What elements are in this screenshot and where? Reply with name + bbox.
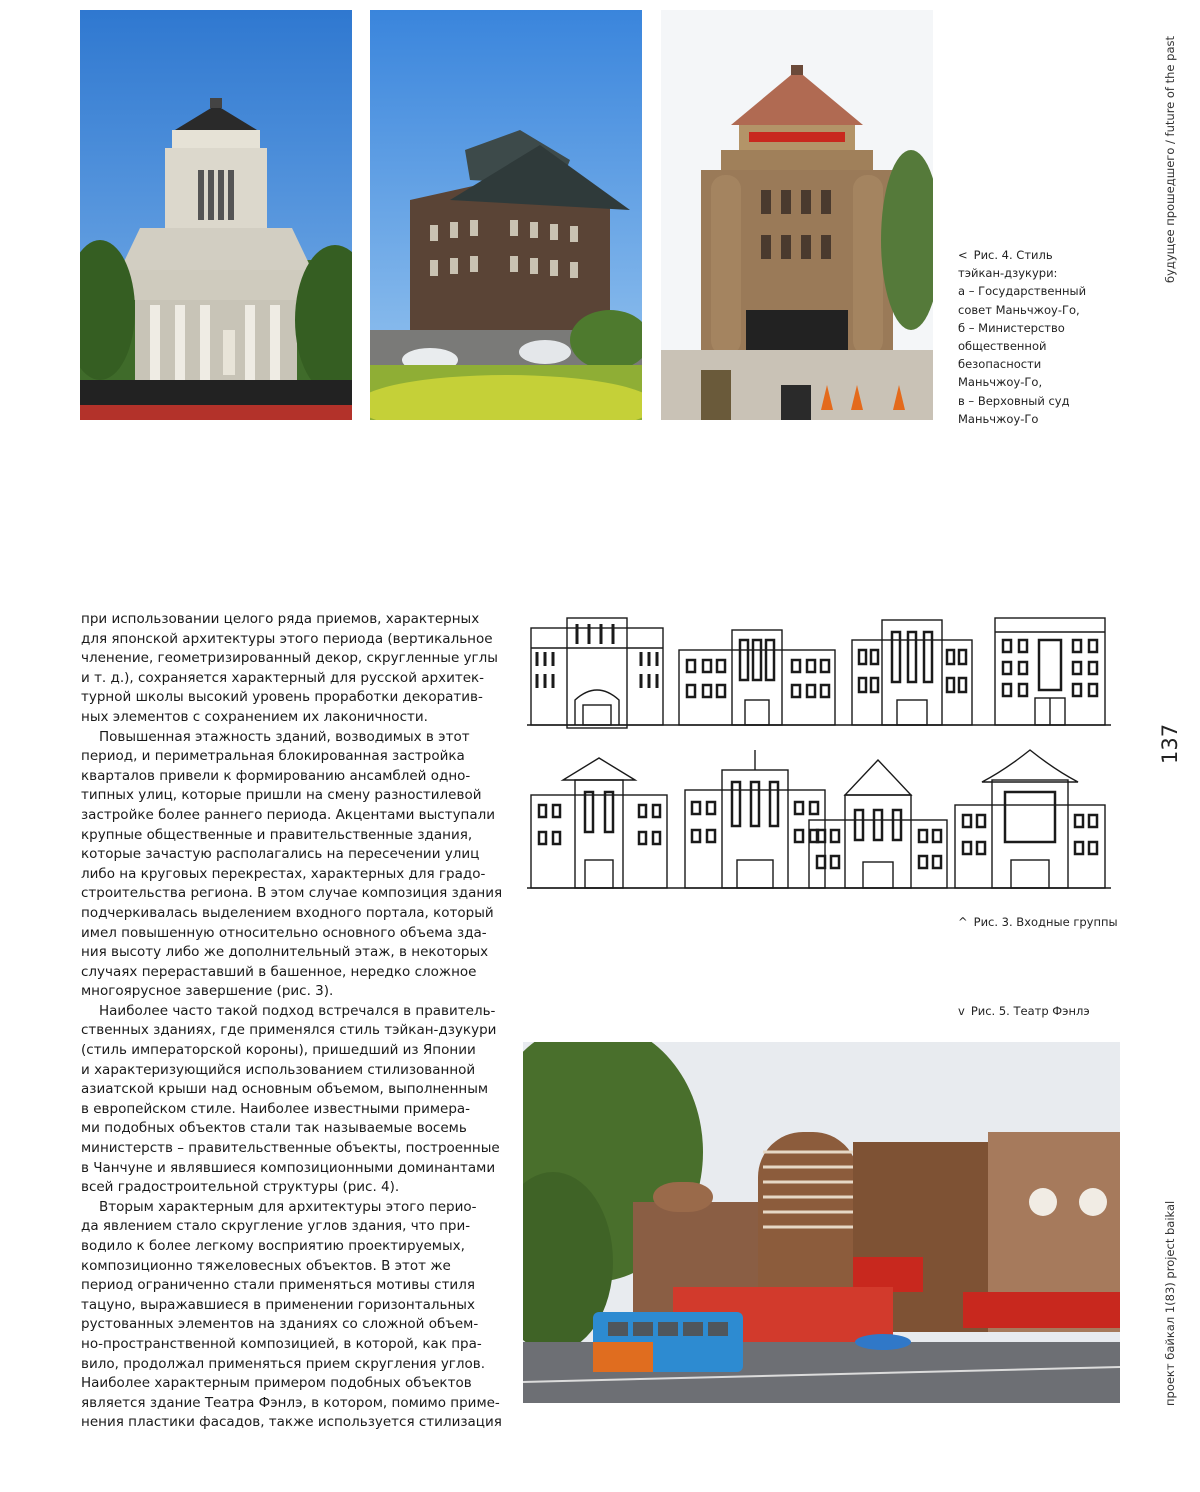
body-line: тацуно, выражавшиеся в применении горизонтальных <box>81 1296 475 1313</box>
body-line: кварталов привели к формированию ансамблей одно- <box>81 767 471 784</box>
body-line: является здание Театра Фэнлэ, в котором, помимо приме- <box>81 1394 500 1411</box>
down-arrow-icon: v <box>958 1004 965 1018</box>
facade-drawing-2 <box>679 630 835 725</box>
caption-4-line-3: а – Государственный <box>958 284 1087 299</box>
photo-fenle-theatre <box>523 1042 1120 1403</box>
body-line: да явлением стало скругление углов здания, что при- <box>81 1218 471 1235</box>
body-line: турной школы высокий уровень проработки декоратив- <box>81 689 483 706</box>
body-line: но-пространственной композицией, в которой, как пра- <box>81 1335 482 1352</box>
body-line: вило, продолжал применяться прием скругления углов. <box>81 1355 486 1372</box>
body-line: и т. д.), сохраняется характерный для русской архитек- <box>81 669 485 686</box>
body-line: либо на круговых перекрестах, характерных для градо- <box>81 865 486 882</box>
caption-figure-3 <box>958 913 1138 931</box>
body-line: азиатской крыши над основным объемом, выполненным <box>81 1081 489 1098</box>
body-line: которые зачастую располагались на пересечении улиц <box>81 846 480 863</box>
body-line: ния высоту либо же дополнительный этаж, в некоторых <box>81 944 489 961</box>
caption-4-line-10: Маньчжоу-Го <box>958 411 1039 426</box>
facade-drawing-1 <box>531 618 663 728</box>
body-line: водило к более легкому восприятию проектируемых, <box>81 1238 465 1254</box>
facade-drawing-3 <box>852 620 972 725</box>
body-line: для японской архитектуры этого периода (вертикальное <box>81 630 493 647</box>
body-line: министерств – правительственные объекты, построенные <box>81 1140 500 1157</box>
body-line: ных элементов с сохранением их лаконичности. <box>81 708 428 725</box>
body-line: случаях перераставший в башенное, нередко сложное <box>81 963 477 980</box>
caption-4-line-1: Рис. 4. Стиль <box>973 248 1053 262</box>
body-line: подчеркивалась выделением входного портала, который <box>81 904 494 921</box>
body-line: типных улиц, которые пришли на смену разностилевой <box>81 787 482 804</box>
body-line: всей градостроительной структуры (рис. 4). <box>81 1179 400 1196</box>
body-line: Наиболее часто такой подход встречался в правитель- <box>99 1002 496 1019</box>
body-line: при использовании целого ряда приемов, характерных <box>81 611 480 627</box>
body-line: период, и периметральная блокированная застройка <box>81 748 465 765</box>
facade-drawing-8 <box>955 750 1105 888</box>
caption-4-line-9: в – Верховный суд <box>958 393 1070 408</box>
body-line: ственных зданиях, где применялся стиль тэйкан-дзукури <box>81 1022 497 1039</box>
body-line: в европейском стиле. Наиболее известными примера- <box>81 1100 471 1117</box>
entrance-groups-drawings <box>527 610 1111 895</box>
caption-3-text: Рис. 3. Входные группы <box>973 915 1118 929</box>
body-line: членение, геометризированный декор, скругленные углы <box>81 650 498 667</box>
left-arrow-icon: < <box>958 248 968 262</box>
body-line: и характеризующийся использованием стилизованной <box>81 1061 476 1078</box>
running-title: будущее прошедшего / future of the past <box>1163 35 1177 283</box>
body-line: период ограниченно стали применяться мотивы стиля <box>81 1277 475 1294</box>
facade-drawing-6 <box>685 750 825 888</box>
facade-drawing-5 <box>531 758 667 888</box>
body-line: ми подобных объектов стали так называемые восемь <box>81 1120 467 1137</box>
caption-4-line-2: тэйкан-дзукури: <box>958 266 1058 281</box>
body-line: многоярусное завершение (рис. 3). <box>81 983 334 1000</box>
body-line: застройке более раннего периода. Акцентами выступали <box>81 806 496 823</box>
caption-4-line-5: б – Министерство <box>958 320 1065 335</box>
body-line: (стиль императорской короны), пришедший из Японии <box>81 1042 476 1059</box>
body-line: композиционно тяжеловесных объектов. В этот же <box>81 1257 451 1274</box>
caption-figure-4 <box>958 246 1128 428</box>
caption-4-line-6: общественной <box>958 339 1047 354</box>
journal-name: проект байкал 1(83) project baikal <box>1163 1200 1177 1406</box>
body-line: рустованных элементов на зданиях со сложной объем- <box>81 1316 479 1333</box>
photo-state-council <box>80 10 352 420</box>
article-body <box>81 610 503 1433</box>
page-number: 137 <box>1158 723 1182 764</box>
body-line: крупные общественные и правительственные здания, <box>81 826 473 843</box>
facade-drawing-7 <box>809 760 947 888</box>
body-line: Наиболее характерным примером подобных объектов <box>81 1375 472 1392</box>
caption-4-line-7: безопасности <box>958 357 1042 372</box>
caption-5-text: Рис. 5. Театр Фэнлэ <box>970 1004 1090 1018</box>
photo-ministry-public-security <box>370 10 642 420</box>
body-line: строительства региона. В этом случае композиция здания <box>81 885 503 902</box>
body-line: имел повышенную относительно основного объема зда- <box>81 924 487 941</box>
body-line: нения пластики фасадов, также используется стилизация <box>81 1414 502 1431</box>
caption-4-line-8: Маньчжоу-Го, <box>958 375 1043 390</box>
photo-supreme-court <box>661 10 933 420</box>
up-arrow-icon: ^ <box>958 915 968 929</box>
caption-4-line-4: совет Маньчжоу-Го, <box>958 302 1080 317</box>
body-line: Вторым характерным для архитектуры этого перио- <box>99 1198 477 1215</box>
body-line: Повышенная этажность зданий, возводимых в этот <box>99 728 470 745</box>
body-line: в Чанчуне и являвшиеся композиционными доминантами <box>81 1159 496 1176</box>
facade-drawing-4 <box>995 618 1105 725</box>
caption-figure-5 <box>958 1002 1138 1020</box>
